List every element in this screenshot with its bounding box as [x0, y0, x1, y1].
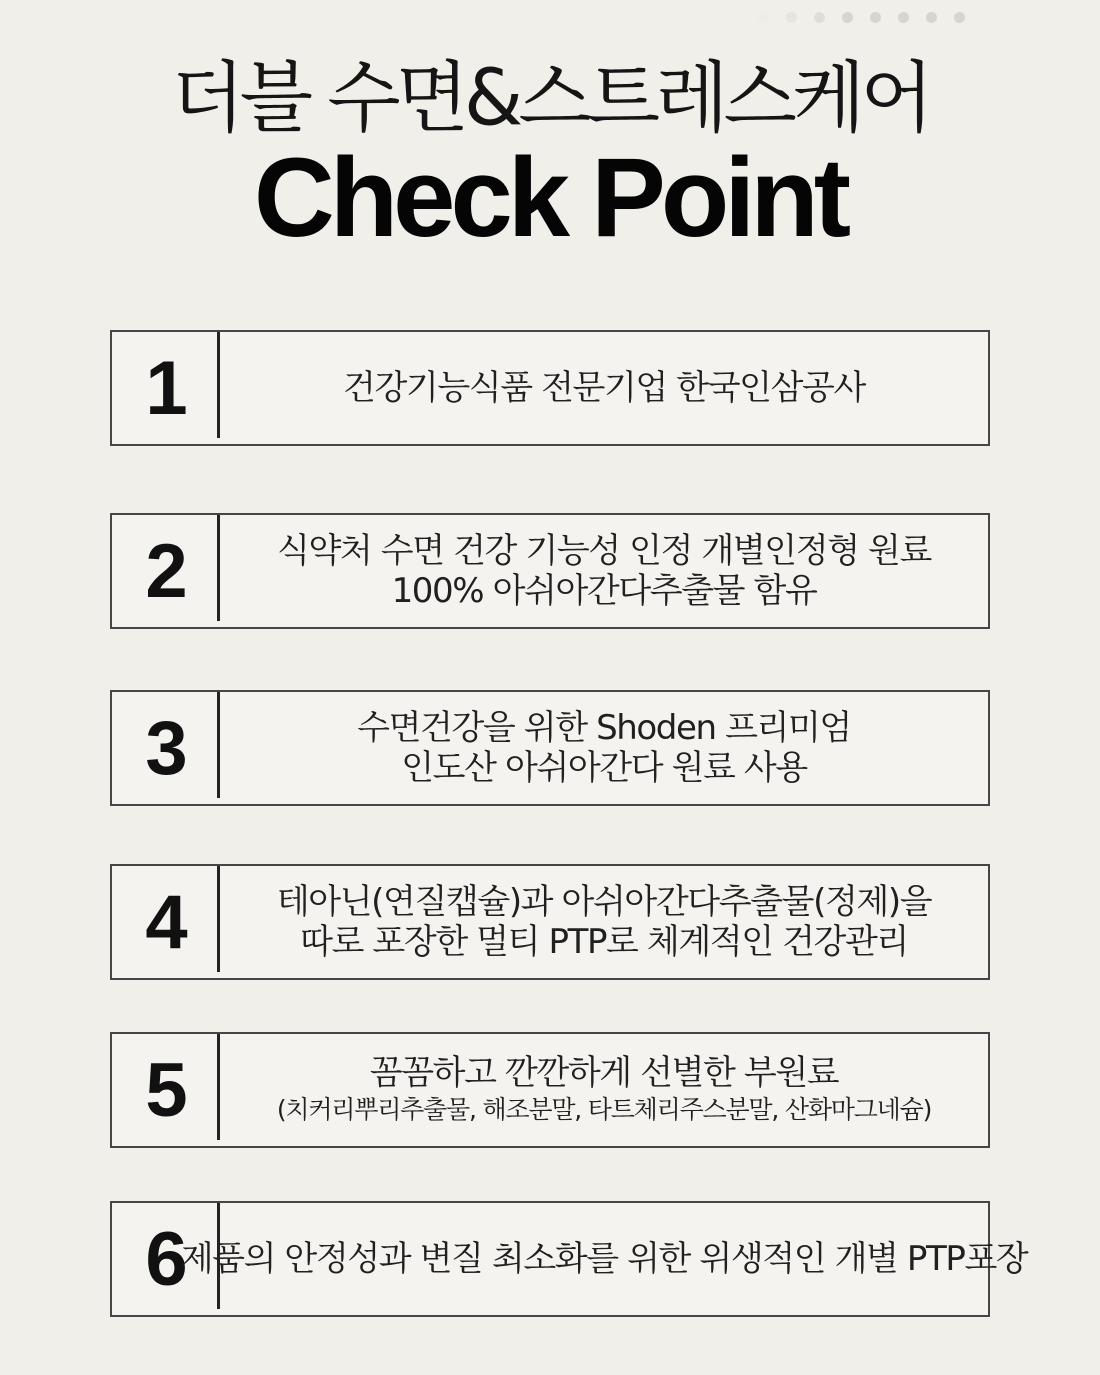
card-text-2: [220, 515, 988, 627]
card-text-line: 건강기능식품 전문기업 한국인삼공사: [343, 368, 865, 408]
card-text-line: 따로 포장한 멀티 PTP로 체계적인 건강관리: [300, 922, 908, 962]
card-text-line: 인도산 아쉬아간다 원료 사용: [401, 748, 807, 788]
card-number-1: 1: [145, 345, 185, 431]
card-text-4: [220, 866, 988, 978]
card-text-1: [220, 332, 988, 444]
page-title: 더블 수면&스트레스케어: [171, 52, 929, 143]
page-subtitle: Check Point: [253, 135, 847, 260]
card-number-3: 3: [145, 705, 185, 791]
card-text-line: 꼼꼼하고 깐깐하게 선별한 부원료: [369, 1053, 839, 1093]
card-number-4: 4: [145, 879, 185, 965]
decorative-dots: [758, 10, 978, 26]
check-point-card-5: [110, 1032, 990, 1148]
card-text-5: [220, 1034, 988, 1146]
card-text-3: [220, 692, 988, 804]
card-text-line: (치커리뿌리추출물, 해조분말, 타트체리주스분말, 산화마그네슘): [276, 1095, 932, 1124]
card-text-line: 수면건강을 위한 Shoden 프리미엄: [357, 708, 851, 748]
card-text-line: 테아닌(연질캡슐)과 아쉬아간다추출물(정제)을: [276, 882, 932, 922]
check-point-card-6: [110, 1201, 1028, 1317]
check-point-card-4: [110, 864, 990, 980]
card-text-6: [180, 1203, 1028, 1315]
card-number-5: 5: [145, 1047, 185, 1133]
card-number-6: 6: [145, 1216, 185, 1302]
card-text-line: 제품의 안정성과 변질 최소화를 위한 위생적인 개별 PTP포장: [180, 1239, 1028, 1279]
check-point-card-1: [110, 330, 990, 446]
check-point-card-2: [110, 513, 990, 629]
check-point-card-3: [110, 690, 990, 806]
card-text-line: 식약처 수면 건강 기능성 인정 개별인정형 원료: [277, 531, 931, 571]
card-number-2: 2: [145, 528, 185, 614]
card-text-line: 100% 아쉬아간다추출물 함유: [391, 571, 817, 611]
